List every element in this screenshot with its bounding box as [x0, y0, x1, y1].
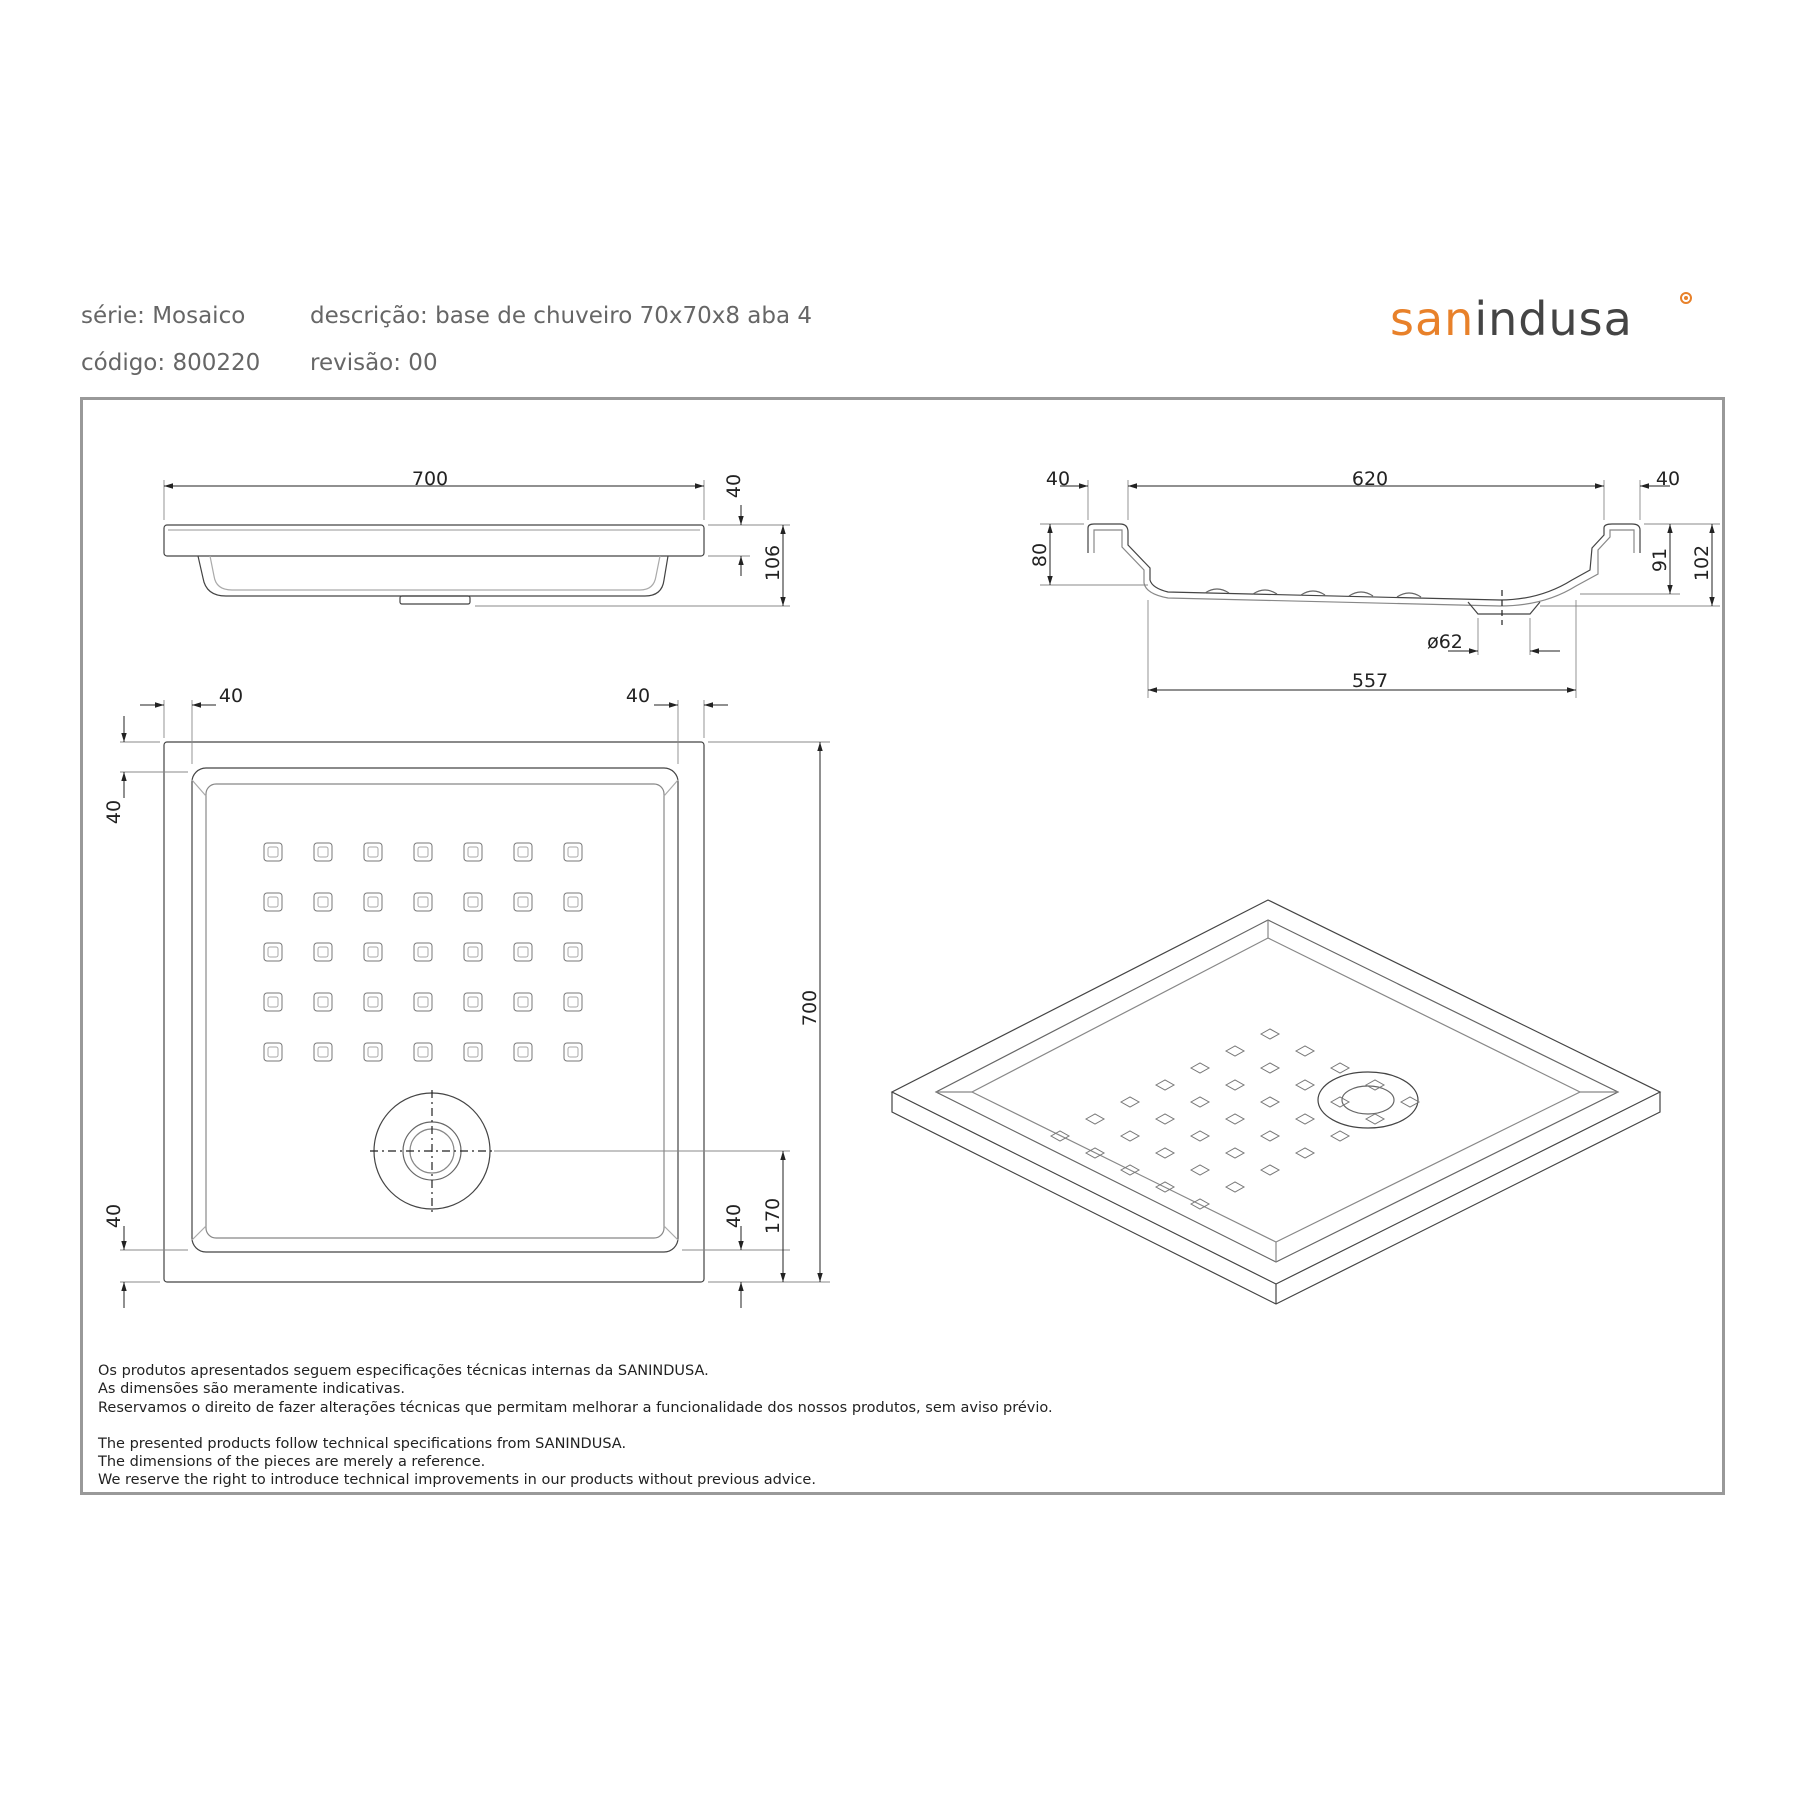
front-view — [164, 480, 790, 606]
plan-grip-square — [514, 993, 532, 1011]
iso-grip-square — [1156, 1080, 1174, 1090]
plan-grip-square — [414, 843, 432, 861]
note-en-1: The presented products follow technical specifications from SANINDUSA. — [98, 1436, 627, 1452]
iso-grip-square — [1226, 1080, 1244, 1090]
plan-grip-pattern — [264, 843, 582, 1061]
plan-grip-square — [464, 843, 482, 861]
dim-top-width: 700 — [411, 468, 449, 490]
iso-grip-square — [1086, 1114, 1104, 1124]
plan-grip-square — [364, 843, 382, 861]
logo-part-san: san — [1390, 292, 1475, 346]
iso-grip-square — [1121, 1131, 1139, 1141]
iso-grip-square — [1226, 1182, 1244, 1192]
plan-grip-square — [264, 993, 282, 1011]
iso-grip-square — [1401, 1097, 1419, 1107]
iso-grip-square — [1191, 1131, 1209, 1141]
plan-grip-square — [564, 843, 582, 861]
section-view — [1040, 480, 1720, 698]
iso-grip-square — [1261, 1029, 1279, 1039]
iso-grip-square — [1156, 1114, 1174, 1124]
iso-grip-square — [1296, 1046, 1314, 1056]
dim-section-right-flange: 40 — [1655, 468, 1681, 490]
dim-plan-top-flange: 40 — [103, 799, 125, 825]
plan-grip-square — [314, 843, 332, 861]
iso-grip-square — [1156, 1148, 1174, 1158]
dim-section-depth-inner: 91 — [1649, 547, 1671, 573]
plan-grip-square — [264, 893, 282, 911]
plan-grip-square — [364, 993, 382, 1011]
plan-grip-square — [264, 943, 282, 961]
plan-grip-square — [464, 943, 482, 961]
dim-top-height: 106 — [762, 544, 784, 582]
iso-grip-square — [1261, 1165, 1279, 1175]
dim-plan-left-flange: 40 — [218, 685, 244, 707]
plan-grip-square — [414, 1043, 432, 1061]
plan-grip-square — [414, 993, 432, 1011]
plan-grip-square — [514, 893, 532, 911]
iso-grip-square — [1191, 1165, 1209, 1175]
note-pt-3: Reservamos o direito de fazer alterações técnicas que permitam melhorar a funcionalidade dos nossos produtos, sem aviso prévio. — [98, 1400, 1053, 1416]
dim-plan-drain-offset: 170 — [762, 1197, 784, 1235]
plan-grip-square — [464, 893, 482, 911]
dim-section-bottom-width: 557 — [1351, 670, 1389, 692]
plan-grip-square — [264, 1043, 282, 1061]
plan-grip-square — [564, 893, 582, 911]
plan-grip-square — [314, 993, 332, 1011]
iso-grip-square — [1296, 1114, 1314, 1124]
iso-grip-square — [1331, 1097, 1349, 1107]
isometric-view — [892, 900, 1660, 1304]
dim-plan-right-flange: 40 — [625, 685, 651, 707]
iso-grip-square — [1261, 1097, 1279, 1107]
plan-grip-square — [414, 943, 432, 961]
dim-section-depth-total: 102 — [1691, 544, 1713, 582]
iso-grip-square — [1331, 1131, 1349, 1141]
plan-view — [120, 700, 830, 1282]
serie-label: série: Mosaico — [81, 303, 246, 329]
logo-part-indusa: indusa — [1474, 292, 1633, 346]
note-pt-2: As dimensões são meramente indicativas. — [98, 1381, 405, 1397]
plan-grip-square — [564, 993, 582, 1011]
dim-plan-bottom-flange: 40 — [103, 1203, 125, 1229]
iso-grip-square — [1226, 1114, 1244, 1124]
iso-grip-square — [1226, 1148, 1244, 1158]
dim-drain-diameter: ø62 — [1427, 631, 1463, 653]
dim-plan-height: 700 — [799, 989, 821, 1027]
iso-grip-square — [1226, 1046, 1244, 1056]
plan-grip-square — [364, 1043, 382, 1061]
codigo-label: código: 800220 — [81, 350, 261, 376]
dim-plan-bottom-right-flange: 40 — [723, 1203, 745, 1229]
plan-grip-square — [564, 943, 582, 961]
plan-grip-square — [364, 893, 382, 911]
plan-grip-square — [264, 843, 282, 861]
plan-grip-square — [564, 1043, 582, 1061]
plan-grip-square — [464, 993, 482, 1011]
descricao-label: descrição: base de chuveiro 70x70x8 aba 4 — [310, 303, 813, 329]
note-en-2: The dimensions of the pieces are merely a reference. — [98, 1454, 486, 1470]
plan-grip-square — [314, 943, 332, 961]
iso-grip-square — [1366, 1114, 1384, 1124]
dim-section-depth-left: 80 — [1029, 542, 1051, 568]
iso-grip-square — [1261, 1063, 1279, 1073]
dim-top-flange: 40 — [723, 473, 745, 499]
iso-grip-square — [1121, 1097, 1139, 1107]
iso-grip-square — [1296, 1080, 1314, 1090]
dim-section-left-flange: 40 — [1045, 468, 1071, 490]
dim-section-inner-width: 620 — [1351, 468, 1389, 490]
plan-grip-square — [514, 843, 532, 861]
plan-grip-square — [414, 893, 432, 911]
iso-grip-pattern — [1051, 1029, 1419, 1209]
plan-grip-square — [464, 1043, 482, 1061]
note-en-3: We reserve the right to introduce technical improvements in our products without previous advice. — [98, 1472, 816, 1488]
iso-grip-square — [1331, 1063, 1349, 1073]
plan-grip-square — [314, 1043, 332, 1061]
iso-grip-square — [1296, 1148, 1314, 1158]
plan-grip-square — [364, 943, 382, 961]
iso-grip-square — [1261, 1131, 1279, 1141]
plan-grip-square — [314, 893, 332, 911]
note-pt-1: Os produtos apresentados seguem especificações técnicas internas da SANINDUSA. — [98, 1363, 709, 1379]
plan-grip-square — [514, 1043, 532, 1061]
iso-grip-square — [1191, 1063, 1209, 1073]
plan-grip-square — [514, 943, 532, 961]
iso-grip-square — [1191, 1097, 1209, 1107]
revisao-label: revisão: 00 — [310, 350, 438, 376]
